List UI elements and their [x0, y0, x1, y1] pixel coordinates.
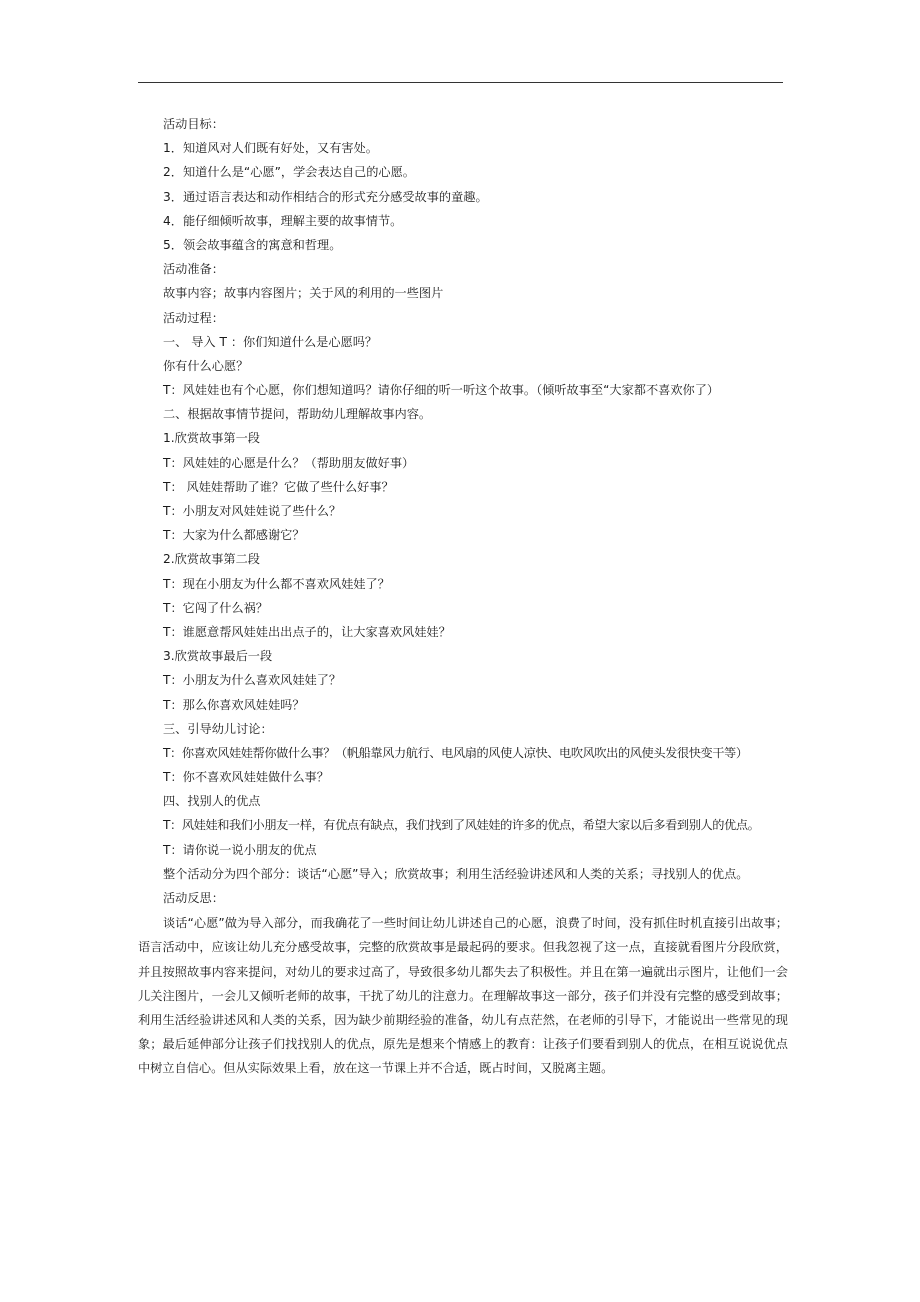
heading-process: 活动过程： — [163, 310, 224, 325]
process-line: T：风娃娃的心愿是什么？（帮助朋友做好事） — [163, 455, 415, 470]
goal-item: 4．能仔细倾听故事，理解主要的故事情节。 — [163, 213, 403, 228]
process-line: 1.欣赏故事第一段 — [163, 431, 260, 446]
process-line: T：小朋友为什么喜欢风娃娃了？ — [163, 673, 342, 688]
summary-line: 整个活动分为四个部分：谈话“心愿”导入；欣赏故事；利用生活经验讲述风和人类的关系；寻找别人的优点。 — [163, 866, 749, 881]
goal-item: 3．通过语言表达和动作相结合的形式充分感受故事的童趣。 — [163, 189, 488, 204]
process-line: 二、根据故事情节提问，帮助幼儿理解故事内容。 — [163, 407, 432, 422]
process-line: T：请你说一说小朋友的优点 — [163, 842, 317, 857]
process-line: T：你喜欢风娃娃帮你做什么事？（帆船靠风力航行、电风扇的风使人凉快、电吹风吹出的风使头发很快变干等） — [163, 745, 748, 760]
process-line: 三、引导幼儿讨论： — [163, 721, 273, 736]
preparation-text: 故事内容；故事内容图片；关于风的利用的一些图片 — [163, 286, 444, 301]
goal-item: 1．知道风对人们既有好处，又有害处。 — [163, 141, 378, 156]
process-line: T：风娃娃和我们小朋友一样，有优点有缺点，我们找到了风娃娃的许多的优点，希望大家以后多看到别人的优点。 — [163, 818, 760, 833]
heading-reflection: 活动反思： — [163, 891, 224, 905]
process-line: T：风娃娃也有个心愿，你们想知道吗？请你仔细的听一听这个故事。（倾听故事至“大家都不喜欢你了） — [163, 383, 720, 398]
process-line: T： 风娃娃帮助了谁？它做了些什么好事？ — [163, 479, 394, 494]
header-rule — [138, 82, 783, 83]
document-body — [138, 112, 798, 1081]
reflection-paragraph: 谈话“心愿”做为导入部分，而我确花了一些时间让幼儿讲述自己的心愿，浪费了时间，没有抓住时机直接引出故事；语言活动中，应该让幼儿充分感受故事，完整的欣赏故事是最起码的要求。但我忽视了这一点，直接就看图片分段欣赏，并且按照故事内容来提问，对幼儿的要求过高了，导致很多幼儿都失去了积极性。并且在第一遍就出示图片，让他们一会儿关注图片，一会儿又倾听老师的故事，干扰了幼儿的注意力。在理解故事这一部分，孩子们并没有完整的感受到故事；利用生活经验讲述风和人类的关系，因为缺少前期经验的准备，幼儿有点茫然，在老师的引导下，才能说出一些常见的现象；最后延伸部分让孩子们找找别人的优点，原先是想来个情感上的教育：让孩子们要看到别人的优点，在相互说说优点中树立自信心。但从实际效果上看，放在这一节课上并不合适，既占时间，又脱离主题。 — [138, 916, 788, 1076]
process-line: T：现在小朋友为什么都不喜欢风娃娃了？ — [163, 576, 390, 591]
heading-goals: 活动目标： — [163, 117, 224, 131]
process-line: T：小朋友对风娃娃说了些什么？ — [163, 504, 342, 518]
process-line: T：你不喜欢风娃娃做什么事？ — [163, 770, 329, 785]
process-line: 3.欣赏故事最后一段 — [163, 649, 273, 664]
heading-preparation: 活动准备： — [163, 262, 224, 277]
process-line: T：那么你喜欢风娃娃吗？ — [163, 697, 305, 712]
process-line: 你有什么心愿？ — [163, 358, 249, 373]
process-line: 一、 导入 T ：你们知道什么是心愿吗？ — [163, 334, 378, 349]
process-line: T：谁愿意帮风娃娃出出点子的，让大家喜欢风娃娃？ — [163, 624, 451, 639]
process-line: T：大家为什么都感谢它？ — [163, 528, 305, 543]
goal-item: 2．知道什么是“心愿”，学会表达自己的心愿。 — [163, 165, 415, 180]
process-line: 四、找别人的优点 — [163, 794, 261, 809]
goal-item: 5．领会故事蕴含的寓意和哲理。 — [163, 237, 342, 252]
process-line: 2.欣赏故事第二段 — [163, 552, 260, 567]
process-line: T：它闯了什么祸？ — [163, 600, 268, 615]
